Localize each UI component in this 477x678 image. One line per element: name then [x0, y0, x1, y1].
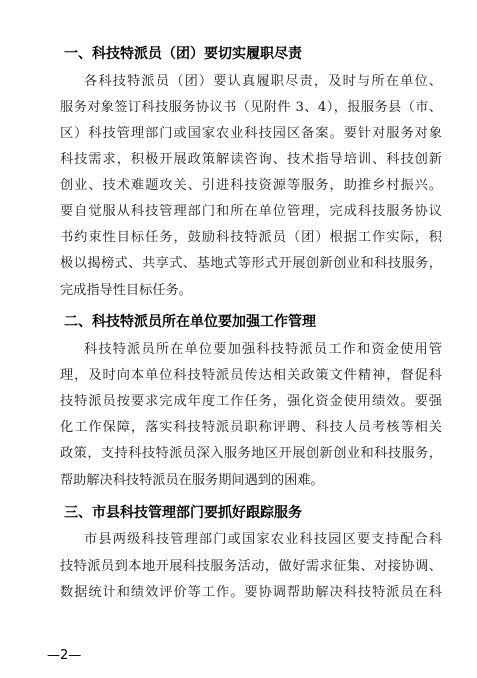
section-1-line-5: 创业、技术难题攻关、引进科技资源等服务，助推乡村振兴。	[60, 178, 442, 193]
section-1-line-2: 服务对象签订科技服务协议书（见附件 3、4），报服务县（市、	[60, 100, 442, 115]
section-2-line-4: 化工作保障，落实科技特派员职称评聘、科技人员考核等相关	[60, 420, 442, 435]
section-2-line-3: 技特派员按要求完成年度工作任务，强化资金使用绩效。要强	[60, 394, 442, 409]
section-1-line-4: 科技需求，积极开展政策解读咨询、技术指导培训、科技创新	[60, 152, 442, 167]
section-1-line-3: 区）科技管理部门或国家农业科技园区备案。要针对服务对象	[60, 126, 442, 141]
section-2-line-1: 科技特派员所在单位要加强科技特派员工作和资金使用管	[84, 342, 442, 357]
section-2-line-2: 理，及时向本单位科技特派员传达相关政策文件精神，督促科	[60, 368, 442, 383]
section-3-line-2: 技特派员到本地开展科技服务活动，做好需求征集、对接协调、	[60, 559, 442, 574]
section-2-line-6: 帮助解决科技特派员在服务期间遇到的困难。	[60, 473, 324, 488]
section-1-line-8: 极以揭榜式、共享式、基地式等形式开展创新创业和科技服务，	[60, 256, 442, 271]
section-1-line-9: 完成指导性目标任务。	[60, 283, 192, 298]
section-3-heading: 三、市县科技管理部门要抓好跟踪服务	[64, 505, 302, 521]
section-2-heading: 二、科技特派员所在单位要加强工作管理	[64, 314, 316, 330]
section-2-line-5: 政策，支持科技特派员深入服务地区开展创新创业和科技服务，	[60, 446, 442, 461]
section-3-line-1: 市县两级科技管理部门或国家农业科技园区要支持配合科	[84, 532, 442, 547]
page-number: —2—	[47, 648, 82, 663]
section-1-heading: 一、科技特派员（团）要切实履职尽责	[64, 46, 302, 62]
section-1-line-6: 要自觉服从科技管理部门和所在单位管理，完成科技服务协议	[60, 204, 442, 219]
section-1-line-1: 各科技特派员（团）要认真履职尽责，及时与所在单位、	[84, 74, 442, 89]
section-1-line-7: 书约束性目标任务，鼓励科技特派员（团）根据工作实际，积	[60, 230, 442, 245]
section-3-line-3: 数据统计和绩效评价等工作。要协调帮助解决科技特派员在科	[60, 585, 442, 600]
